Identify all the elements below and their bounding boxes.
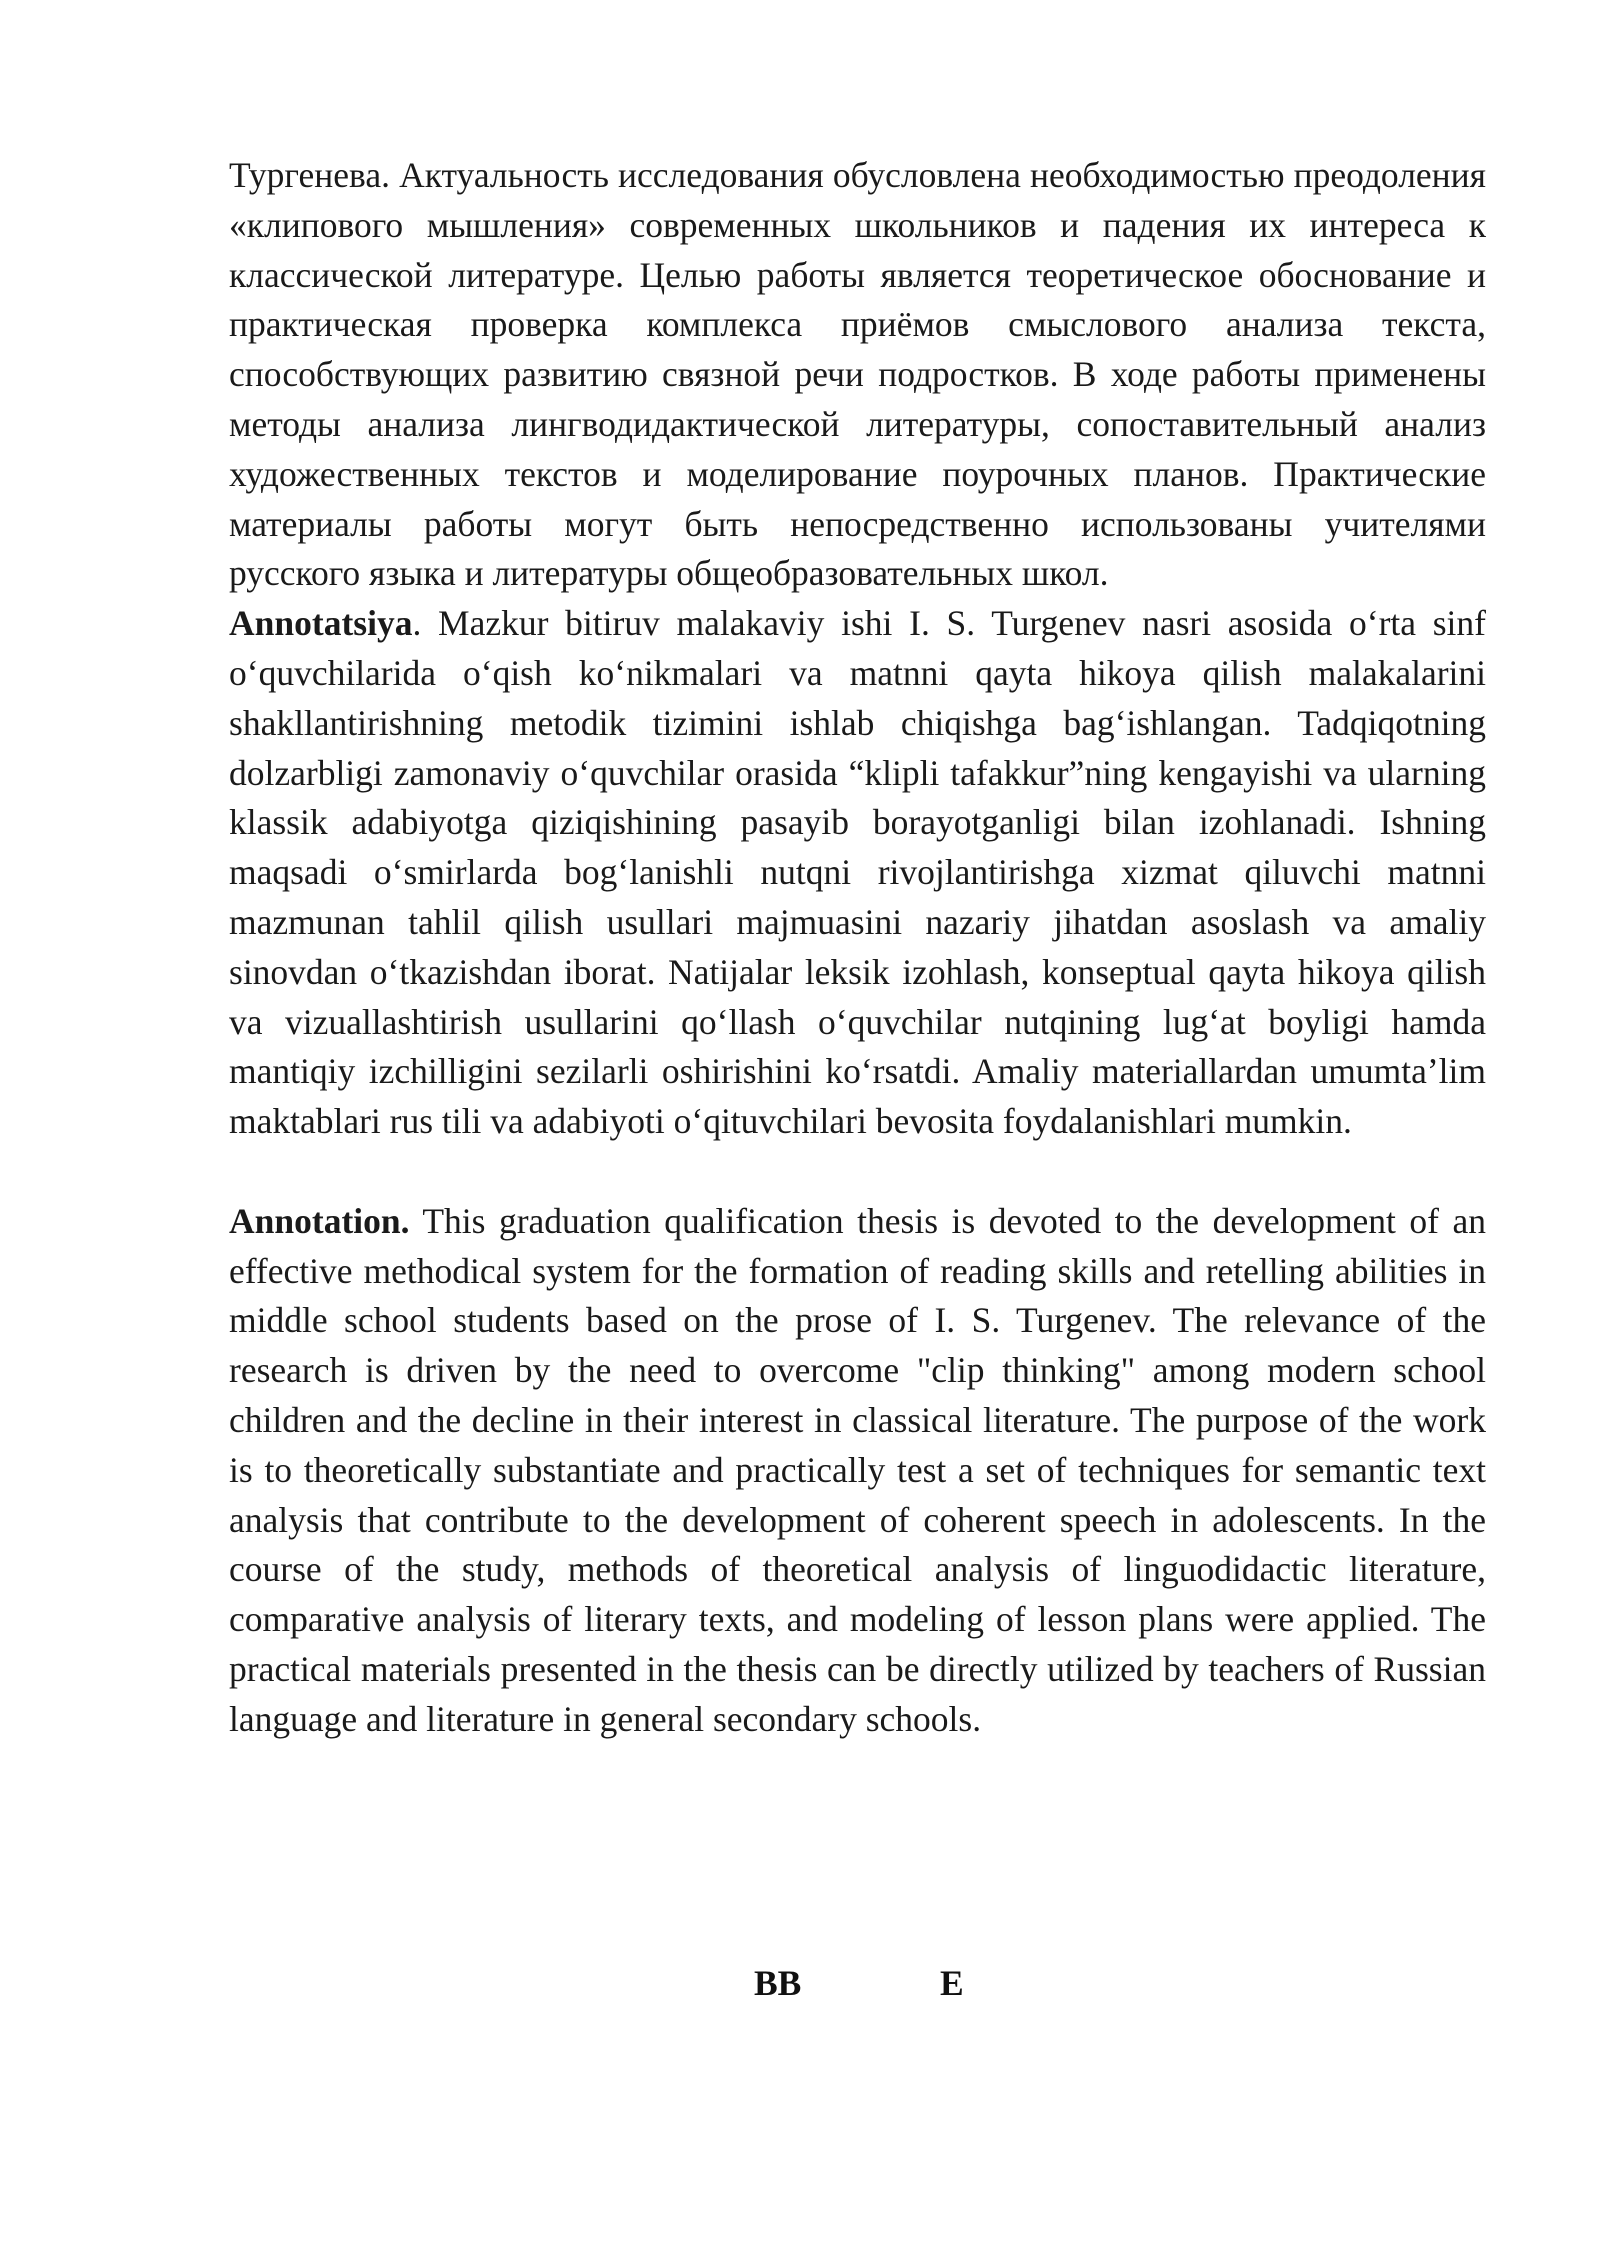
- uzbek-annotation: [229, 599, 1486, 1147]
- uzbek-annotation-punct: .: [412, 603, 422, 644]
- english-annotation: [229, 1197, 1486, 1745]
- uzbek-annotation-label: Annotatsiya: [229, 603, 413, 644]
- heading-fragment-right: Е: [940, 1963, 964, 2003]
- english-annotation-text: This graduation qualification thesis is devoted to the development of an effective methodical system for the formation of reading skills and retelling abilities in middle school students based on the prose of I. S. Turgenev. The relevance of the research is driven by the need to overcome "clip thinking" among modern school children and the decline in their interest in classical literature. The purpose of the work is to theoretically substantiate and practically test a set of techniques for semantic text analysis that contribute to the development of coherent speech in adolescents. In the course of the study, methods of theoretical analysis of linguodidactic literature, comparative analysis of literary texts, and modeling of lesson plans were applied. The practical materials presented in the thesis can be directly utilized by teachers of Russian language and literature in general secondary schools.: [229, 1200, 1486, 1739]
- paragraph-spacer: [229, 1147, 1486, 1197]
- heading-fragment-left: ВВ: [754, 1963, 802, 2003]
- russian-abstract-continuation: Тургенева. Актуальность исследования обусловлена необходимостью преодоления «клипового мышления» современных школьников и падения их интереса к классической литературе. Целью работы является теоретическое обоснование и практическая проверка комплекса приёмов смыслового анализа текста, способствующих развитию связной речи подростков. В ходе работы применены методы анализа лингводидактической литературы, сопоставительный анализ художественных текстов и моделирование поурочных планов. Практические материалы работы могут быть непосредственно использованы учителями русского языка и литературы общеобразовательных школ.: [229, 155, 1486, 594]
- partial-section-heading: [0, 1962, 1600, 2012]
- english-annotation-label: Annotation.: [229, 1200, 410, 1241]
- uzbek-annotation-text: Mazkur bitiruv malakaviy ishi I. S. Turgenev nasri asosida oʻrta sinf oʻquvchilarida oʻqish koʻnikmalari va matnni qayta hikoya qilish malakalarini shakllantirishning metodik tizimini ishlab chiqishga bagʻishlangan. Tadqiqotning dolzarbligi zamonaviy oʻquvchilar orasida “klipli tafakkur”ning kengayishi va ularning klassik adabiyotga qiziqishining pasayib borayotganligi bilan izohlanadi. Ishning maqsadi oʻsmirlarda bogʻlanishli nutqni rivojlantirishga xizmat qiluvchi matnni mazmunan tahlil qilish usullari majmuasini nazariy jihatdan asoslash va amaliy sinovdan oʻtkazishdan iborat. Natijalar leksik izohlash, konseptual qayta hikoya qilish va vizuallashtirish usullarini qoʻllash oʻquvchilar nutqining lugʻat boyligi hamda mantiqiy izchilligini sezilarli oshirishini koʻrsatdi. Amaliy materiallardan umumtaʼlim maktablari rus tili va adabiyoti oʻqituvchilari bevosita foydalanishlari mumkin.: [229, 603, 1486, 1142]
- abstract-body: [229, 151, 1486, 1745]
